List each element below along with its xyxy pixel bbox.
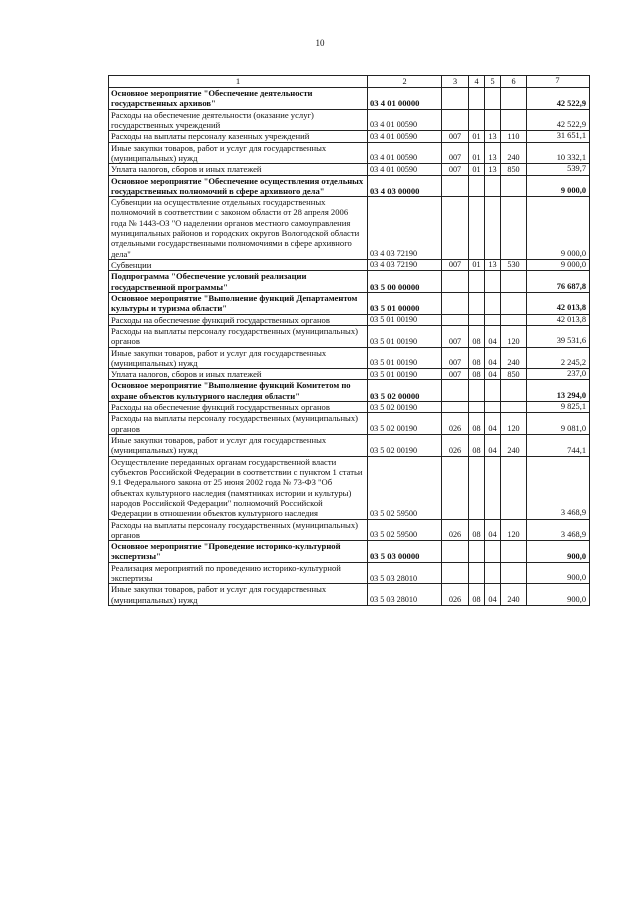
table-row [109, 197, 590, 260]
row-col-3 [442, 175, 469, 197]
row-code: 03 4 01 00590 [368, 109, 442, 131]
table-row [109, 541, 590, 563]
row-col-6: 240 [501, 435, 527, 457]
row-col-3: 026 [442, 435, 469, 457]
row-col-6: 120 [501, 519, 527, 541]
row-col-6 [501, 197, 527, 260]
row-name: Расходы на обеспечение функций государственных органов [109, 402, 368, 413]
row-name: Основное мероприятие "Выполнение функций Департаментом культуры и туризма области" [109, 292, 368, 314]
row-col-6: 850 [501, 369, 527, 380]
table-row [109, 325, 590, 347]
row-col-6 [501, 541, 527, 563]
row-col-6: 240 [501, 584, 527, 606]
row-name: Осуществление переданных органам государственной власти субъектов Российской Федерации в соответствии с пунктом 1 статьи 9.1 Федерального закона от 25 июня 2002 года № 73-ФЗ "Об объектах культурного наследия (памятниках истории и культуры) народов Российской Федерации" полномочий Российской Федерации в отношении объектов культурного наследия [109, 456, 368, 519]
row-amount: 900,0 [527, 541, 590, 563]
row-col-4: 01 [469, 164, 485, 175]
row-col-4: 01 [469, 142, 485, 164]
row-col-5: 04 [485, 435, 501, 457]
row-name: Расходы на выплаты персоналу казенных учреждений [109, 131, 368, 142]
row-col-6: 850 [501, 164, 527, 175]
row-code: 03 5 03 28010 [368, 584, 442, 606]
row-col-3 [442, 314, 469, 325]
row-amount: 744,1 [527, 435, 590, 457]
row-col-4 [469, 314, 485, 325]
row-amount: 900,0 [527, 562, 590, 584]
row-name: Субвенции на осуществление отдельных государственных полномочий в соответствии с законом области от 28 апреля 2006 года № 1443-ОЗ "О наделении органов местного самоуправления муниципальных районов и городских округов Вологодской области отдельными государственными полномочиями в сфере архивного дела" [109, 197, 368, 260]
row-amount: 3 468,9 [527, 519, 590, 541]
row-amount: 9 825,1 [527, 402, 590, 413]
row-code: 03 4 01 00590 [368, 164, 442, 175]
row-name: Уплата налогов, сборов и иных платежей [109, 369, 368, 380]
row-code: 03 5 02 00000 [368, 380, 442, 402]
row-col-5: 04 [485, 584, 501, 606]
row-col-3: 026 [442, 413, 469, 435]
row-col-5 [485, 562, 501, 584]
table-row [109, 175, 590, 197]
row-col-6 [501, 292, 527, 314]
row-col-4: 08 [469, 369, 485, 380]
row-col-3 [442, 541, 469, 563]
row-name: Основное мероприятие "Обеспечение деятельности государственных архивов" [109, 88, 368, 110]
row-col-4 [469, 380, 485, 402]
row-name: Расходы на выплаты персоналу государственных (муниципальных) органов [109, 519, 368, 541]
row-code: 03 5 03 00000 [368, 541, 442, 563]
row-col-3: 007 [442, 369, 469, 380]
table-row [109, 369, 590, 380]
row-col-6 [501, 562, 527, 584]
row-name: Уплата налогов, сборов и иных платежей [109, 164, 368, 175]
row-col-3: 007 [442, 164, 469, 175]
row-code: 03 5 02 00190 [368, 413, 442, 435]
table-row [109, 435, 590, 457]
row-col-5: 13 [485, 131, 501, 142]
header-col-3: 3 [442, 76, 469, 88]
row-name: Иные закупки товаров, работ и услуг для государственных (муниципальных) нужд [109, 584, 368, 606]
row-amount: 9 000,0 [527, 175, 590, 197]
row-col-5: 13 [485, 142, 501, 164]
row-col-5: 04 [485, 413, 501, 435]
row-col-6 [501, 88, 527, 110]
row-col-6 [501, 314, 527, 325]
row-code: 03 4 03 72190 [368, 260, 442, 271]
table-row [109, 314, 590, 325]
row-code: 03 5 03 28010 [368, 562, 442, 584]
row-col-6 [501, 380, 527, 402]
row-col-4 [469, 197, 485, 260]
row-col-6 [501, 175, 527, 197]
row-col-3 [442, 562, 469, 584]
row-col-4: 01 [469, 260, 485, 271]
row-col-5 [485, 314, 501, 325]
row-col-6: 240 [501, 347, 527, 369]
row-col-5 [485, 197, 501, 260]
header-col-1: 1 [109, 76, 368, 88]
row-col-5: 04 [485, 519, 501, 541]
header-col-4: 4 [469, 76, 485, 88]
row-col-4 [469, 109, 485, 131]
table-row [109, 402, 590, 413]
row-col-3: 007 [442, 142, 469, 164]
row-amount: 3 468,9 [527, 456, 590, 519]
row-col-4: 08 [469, 584, 485, 606]
row-name: Иные закупки товаров, работ и услуг для государственных (муниципальных) нужд [109, 347, 368, 369]
table-body [109, 76, 590, 606]
table-row [109, 562, 590, 584]
row-col-6: 110 [501, 131, 527, 142]
row-col-4 [469, 456, 485, 519]
row-col-5 [485, 109, 501, 131]
row-col-5: 04 [485, 325, 501, 347]
row-amount: 76 687,8 [527, 271, 590, 293]
table-row [109, 164, 590, 175]
table-row [109, 88, 590, 110]
row-col-4 [469, 271, 485, 293]
row-col-4 [469, 402, 485, 413]
row-code: 03 5 01 00190 [368, 369, 442, 380]
row-col-3 [442, 456, 469, 519]
row-name: Иные закупки товаров, работ и услуг для государственных (муниципальных) нужд [109, 142, 368, 164]
row-col-3 [442, 109, 469, 131]
row-col-3 [442, 197, 469, 260]
row-code: 03 5 02 59500 [368, 456, 442, 519]
row-col-5: 13 [485, 260, 501, 271]
row-col-5 [485, 402, 501, 413]
table-row [109, 260, 590, 271]
row-col-6: 240 [501, 142, 527, 164]
row-col-6 [501, 109, 527, 131]
row-amount: 13 294,0 [527, 380, 590, 402]
row-amount: 539,7 [527, 164, 590, 175]
page-number: 10 [315, 38, 325, 48]
row-col-4 [469, 541, 485, 563]
row-col-5 [485, 292, 501, 314]
row-col-6: 120 [501, 325, 527, 347]
row-col-3: 026 [442, 584, 469, 606]
row-col-4 [469, 292, 485, 314]
row-col-6: 530 [501, 260, 527, 271]
row-col-4 [469, 88, 485, 110]
row-col-4: 08 [469, 347, 485, 369]
row-col-5 [485, 456, 501, 519]
row-name: Основное мероприятие "Проведение историко-культурной экспертизы" [109, 541, 368, 563]
header-col-2: 2 [368, 76, 442, 88]
row-amount: 237,0 [527, 369, 590, 380]
table-row [109, 347, 590, 369]
row-col-3: 007 [442, 347, 469, 369]
row-name: Расходы на обеспечение функций государственных органов [109, 314, 368, 325]
row-amount: 42 522,9 [527, 88, 590, 110]
row-amount: 9 000,0 [527, 260, 590, 271]
row-amount: 9 000,0 [527, 197, 590, 260]
row-col-3: 007 [442, 325, 469, 347]
row-col-5: 04 [485, 369, 501, 380]
row-col-6 [501, 271, 527, 293]
row-name: Основное мероприятие "Выполнение функций Комитетом по охране объектов культурного наследия области" [109, 380, 368, 402]
row-amount: 10 332,1 [527, 142, 590, 164]
table-row [109, 131, 590, 142]
row-name: Подпрограмма "Обеспечение условий реализации государственной программы" [109, 271, 368, 293]
header-col-7: 7 [527, 76, 590, 88]
row-amount: 31 651,1 [527, 131, 590, 142]
row-amount: 39 531,6 [527, 325, 590, 347]
row-col-3: 007 [442, 260, 469, 271]
row-name: Расходы на выплаты персоналу государственных (муниципальных) органов [109, 325, 368, 347]
row-amount: 9 081,0 [527, 413, 590, 435]
row-code: 03 4 03 72190 [368, 197, 442, 260]
row-name: Субвенции [109, 260, 368, 271]
table-row [109, 142, 590, 164]
row-code: 03 5 01 00190 [368, 347, 442, 369]
budget-table [108, 75, 590, 606]
row-col-5 [485, 88, 501, 110]
table-row [109, 380, 590, 402]
row-col-3 [442, 271, 469, 293]
row-code: 03 5 02 59500 [368, 519, 442, 541]
row-col-4: 08 [469, 435, 485, 457]
table-row [109, 456, 590, 519]
row-col-5: 04 [485, 347, 501, 369]
header-col-6: 6 [501, 76, 527, 88]
row-col-6 [501, 402, 527, 413]
row-name: Реализация мероприятий по проведению историко-культурной экспертизы [109, 562, 368, 584]
row-col-3: 026 [442, 519, 469, 541]
row-code: 03 4 01 00590 [368, 142, 442, 164]
row-amount: 42 522,9 [527, 109, 590, 131]
row-code: 03 5 01 00000 [368, 292, 442, 314]
table-row [109, 413, 590, 435]
table-row [109, 519, 590, 541]
row-amount: 2 245,2 [527, 347, 590, 369]
table-row [109, 271, 590, 293]
row-col-5 [485, 541, 501, 563]
row-col-3 [442, 380, 469, 402]
row-col-3 [442, 88, 469, 110]
row-col-5 [485, 175, 501, 197]
row-code: 03 5 01 00190 [368, 325, 442, 347]
row-col-6: 120 [501, 413, 527, 435]
row-col-5: 13 [485, 164, 501, 175]
row-col-4: 08 [469, 413, 485, 435]
row-code: 03 5 02 00190 [368, 435, 442, 457]
row-col-4: 08 [469, 325, 485, 347]
row-code: 03 5 00 00000 [368, 271, 442, 293]
row-name: Иные закупки товаров, работ и услуг для государственных (муниципальных) нужд [109, 435, 368, 457]
row-col-4 [469, 562, 485, 584]
row-col-3 [442, 292, 469, 314]
row-col-3 [442, 402, 469, 413]
row-code: 03 4 01 00590 [368, 131, 442, 142]
header-col-5: 5 [485, 76, 501, 88]
row-code: 03 4 03 00000 [368, 175, 442, 197]
row-col-3: 007 [442, 131, 469, 142]
row-amount: 42 013,8 [527, 314, 590, 325]
row-col-5 [485, 271, 501, 293]
row-col-4: 01 [469, 131, 485, 142]
row-code: 03 5 02 00190 [368, 402, 442, 413]
row-name: Расходы на выплаты персоналу государственных (муниципальных) органов [109, 413, 368, 435]
row-col-6 [501, 456, 527, 519]
table-row [109, 292, 590, 314]
row-name: Расходы на обеспечение деятельности (оказание услуг) государственных учреждений [109, 109, 368, 131]
row-col-4: 08 [469, 519, 485, 541]
table-row [109, 109, 590, 131]
row-code: 03 4 01 00000 [368, 88, 442, 110]
row-code: 03 5 01 00190 [368, 314, 442, 325]
row-col-4 [469, 175, 485, 197]
row-amount: 900,0 [527, 584, 590, 606]
row-name: Основное мероприятие "Обеспечение осуществления отдельных государственных полномочий в сфере архивного дела" [109, 175, 368, 197]
header-row [109, 76, 590, 88]
row-amount: 42 013,8 [527, 292, 590, 314]
table-row [109, 584, 590, 606]
row-col-5 [485, 380, 501, 402]
